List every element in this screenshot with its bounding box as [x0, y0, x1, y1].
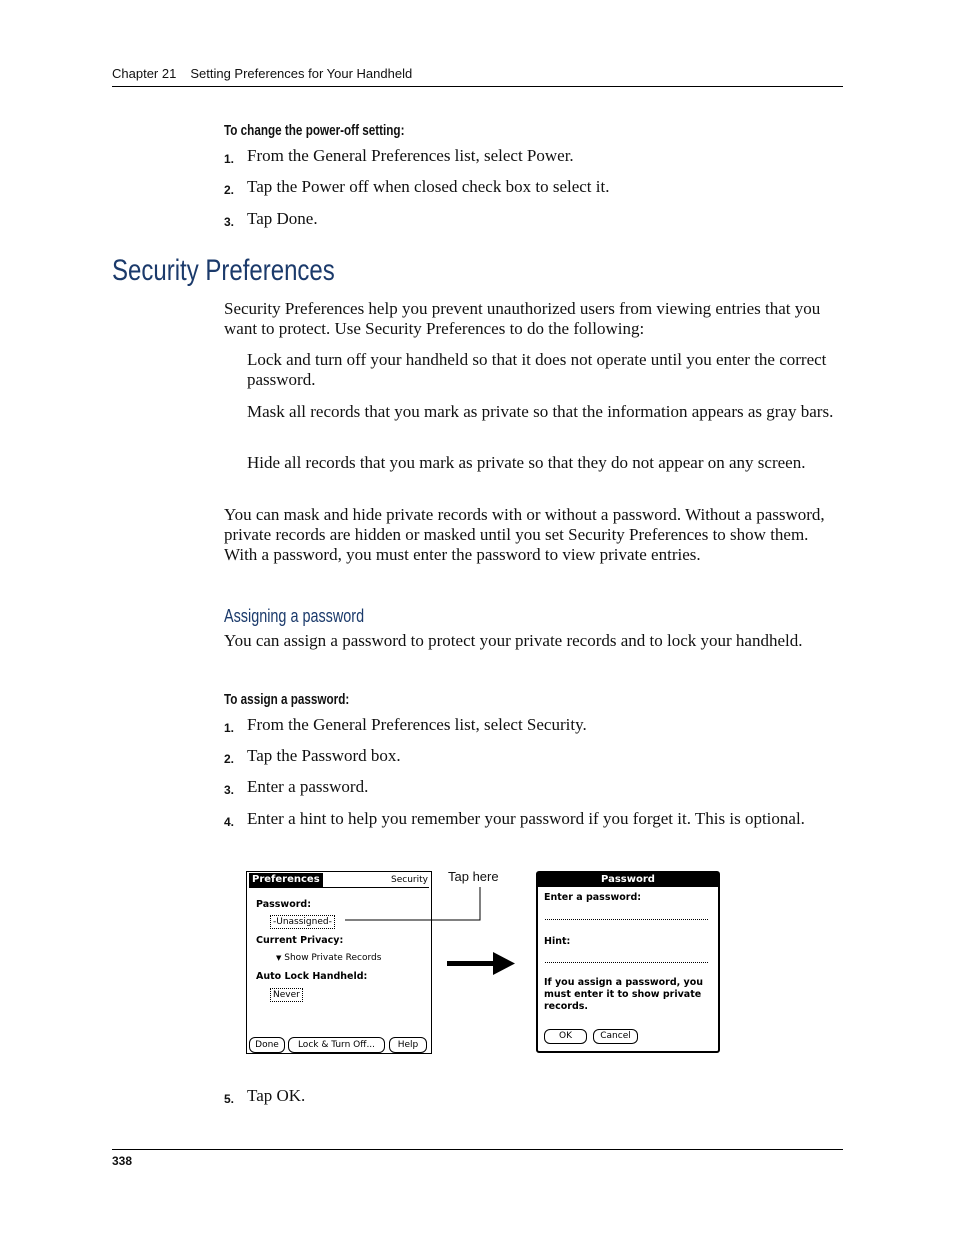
lock-turn-off-button[interactable]: Lock & Turn Off... — [288, 1037, 385, 1053]
password-label: Password: — [256, 899, 312, 910]
step-text: Tap the Power off when closed check box to select it. — [247, 177, 610, 196]
step-number: 1. — [224, 152, 235, 166]
procedure-heading-power-off: To change the power-off setting: — [224, 122, 405, 139]
auto-lock-box[interactable]: Never — [270, 988, 303, 1002]
chapter-label: Chapter 21 — [112, 66, 177, 81]
privacy-picker[interactable] — [276, 952, 381, 964]
callout-leader — [340, 885, 485, 925]
done-button[interactable]: Done — [249, 1037, 285, 1053]
section-intro: Security Preferences help you prevent unauthorized users from viewing entries that you want to protect. Use Security Preferences to do the following: — [224, 299, 821, 338]
triangle-down-icon: ▼ — [276, 954, 282, 962]
procedure-heading-assign-password: To assign a password: — [224, 691, 350, 708]
step-text: Tap the Password box. — [247, 746, 401, 765]
auto-lock-label: Auto Lock Handheld: — [256, 971, 368, 982]
password-box[interactable]: -Unassigned- — [270, 915, 335, 929]
header-rule — [112, 86, 843, 87]
privacy-value: Show Private Records — [284, 953, 382, 963]
running-header — [112, 66, 412, 81]
section-paragraph: You can mask and hide private records with or without a password. Without a password, private records are hidden or masked until you set Security Preferences to show them. With a password, you must enter the password to view private entries. — [224, 505, 825, 564]
bullet-item: Lock and turn off your handheld so that it does not operate until you enter the correct password. — [247, 350, 827, 389]
bullet-item: Hide all records that you mark as private so that they do not appear on any screen. — [247, 453, 806, 472]
callout-label: Tap here — [448, 869, 499, 884]
step-number: 5. — [224, 1092, 235, 1106]
subsection-intro: You can assign a password to protect your private records and to lock your handheld. — [224, 631, 803, 650]
password-dialog-title: Password — [538, 873, 718, 887]
step-text: Tap Done. — [247, 209, 318, 228]
step-number: 2. — [224, 752, 235, 766]
bullet-item: Mask all records that you mark as private so that the information appears as gray bars. — [247, 402, 834, 421]
enter-password-label: Enter a password: — [544, 892, 642, 903]
password-message: If you assign a password, you must enter it to show private records. — [544, 977, 704, 1012]
hint-label: Hint: — [544, 936, 571, 947]
step-number: 3. — [224, 783, 235, 797]
category-picker[interactable]: Security — [391, 875, 428, 885]
subsection-title: Assigning a password — [224, 606, 365, 626]
step-text: From the General Preferences list, select Power. — [247, 146, 574, 165]
current-privacy-label: Current Privacy: — [256, 935, 344, 946]
arrow-right-icon — [445, 950, 519, 978]
preferences-title: Preferences — [249, 873, 323, 887]
footer-rule — [112, 1149, 843, 1150]
step-number: 4. — [224, 815, 235, 829]
step-text: Enter a hint to help you remember your password if you forget it. This is optional. — [247, 809, 805, 828]
password-dialog — [536, 871, 720, 1053]
help-button[interactable]: Help — [389, 1037, 427, 1053]
step-number: 3. — [224, 215, 235, 229]
password-field[interactable] — [545, 919, 708, 920]
step-text: From the General Preferences list, select Security. — [247, 715, 587, 734]
chapter-title: Setting Preferences for Your Handheld — [190, 66, 413, 81]
step-number: 1. — [224, 721, 235, 735]
section-title: Security Preferences — [112, 254, 335, 287]
step-text: Enter a password. — [247, 777, 369, 796]
page-number: 338 — [112, 1154, 133, 1168]
ok-button[interactable]: OK — [544, 1029, 587, 1044]
hint-field[interactable] — [545, 962, 708, 963]
cancel-button[interactable]: Cancel — [593, 1029, 638, 1044]
step-text: Tap OK. — [247, 1086, 306, 1105]
step-number: 2. — [224, 183, 235, 197]
